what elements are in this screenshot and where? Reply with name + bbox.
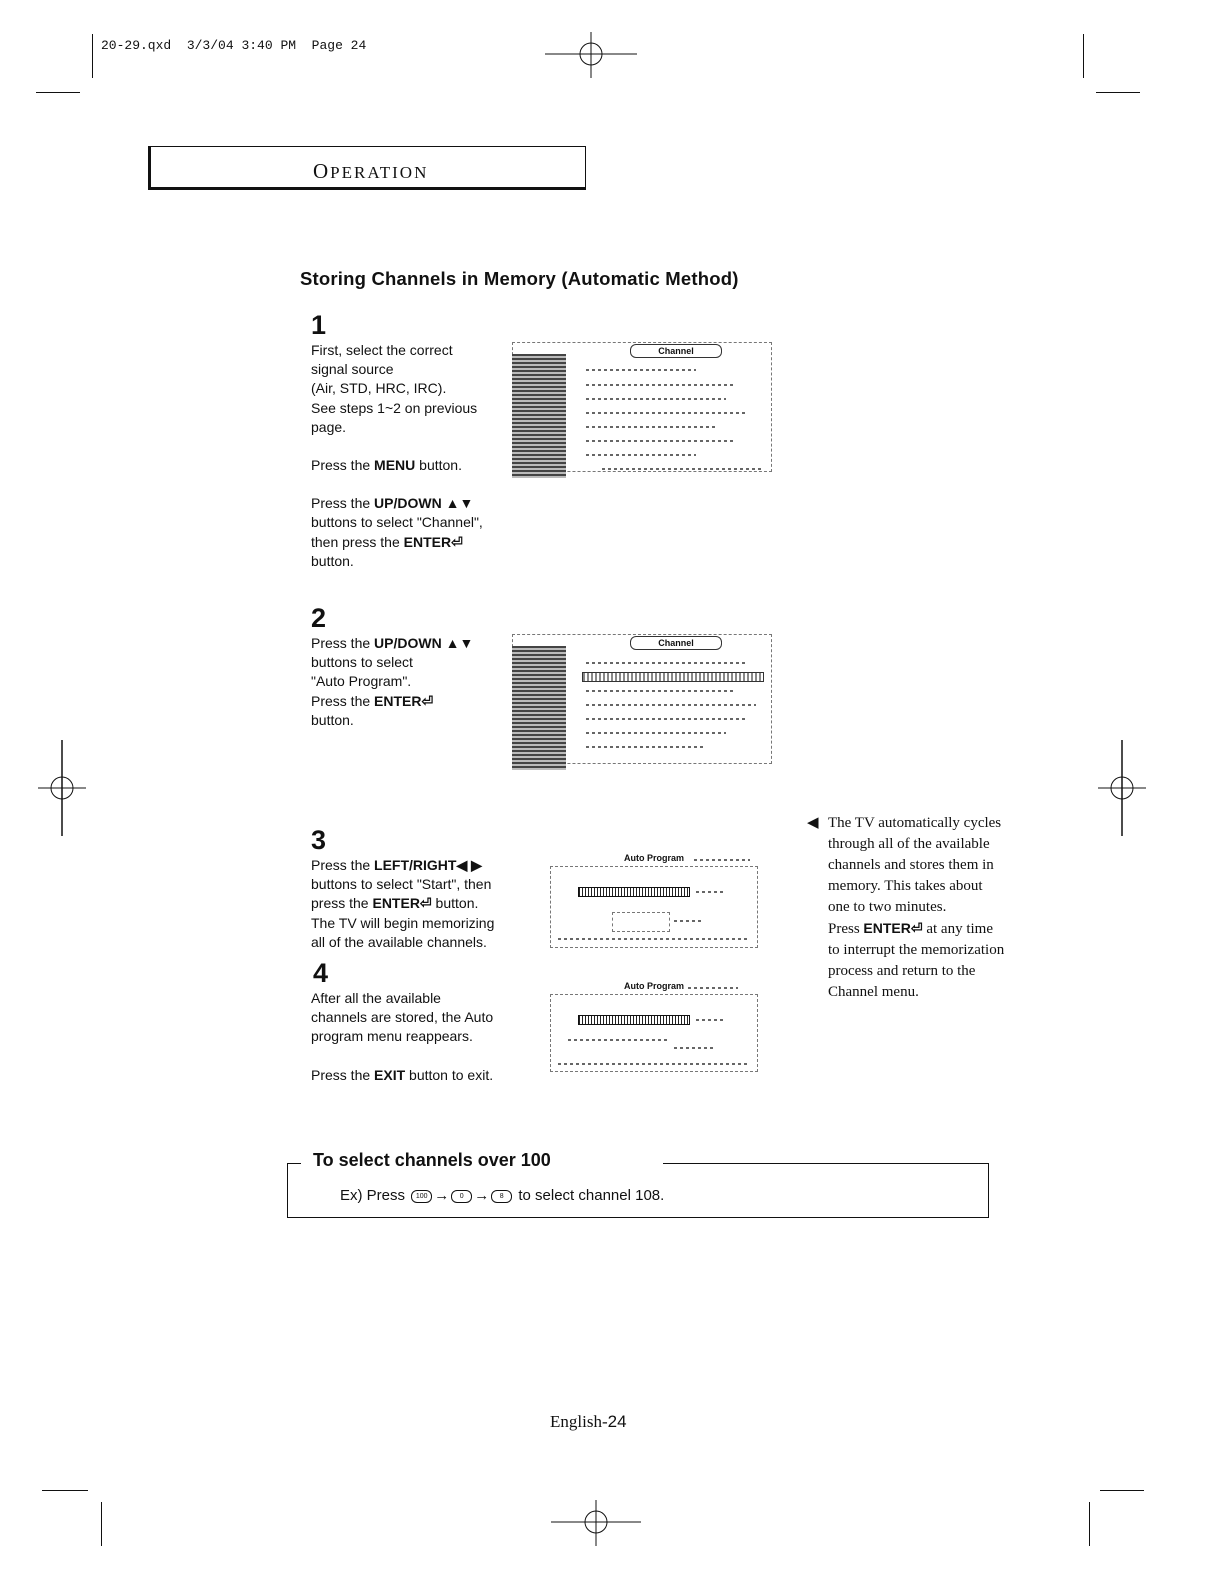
auto-program-complete-screenshot bbox=[548, 975, 760, 1075]
step-number: 2 bbox=[311, 603, 327, 633]
step-number: 3 bbox=[311, 825, 327, 855]
step-2-text: Press the UP/DOWN ▲▼ buttons to select "Auto Program". Press the ENTER⏎ button. bbox=[311, 635, 474, 728]
crop-mark bbox=[1100, 1490, 1144, 1491]
step-3-text: Press the LEFT/RIGHT◀ ▶ buttons to select "Start", then press the ENTER⏎ button. The TV will begin memorizing all of the available channels. bbox=[311, 857, 495, 950]
registration-mark-top bbox=[545, 30, 637, 80]
crop-mark bbox=[42, 1490, 88, 1491]
page-title: Storing Channels in Memory (Automatic Method) bbox=[300, 268, 739, 289]
screen-menu-title: Auto Program bbox=[624, 981, 685, 991]
note-arrow-icon: ◀ bbox=[807, 815, 819, 831]
crop-mark bbox=[92, 34, 93, 78]
screen-menu-title: Auto Program bbox=[624, 853, 685, 863]
step-1-text: First, select the correct signal source (Air, STD, HRC, IRC). See steps 1~2 on previous page. Press the MENU button. Press the UP/DOWN ▲▼ buttons to select "Channel", then press the ENTER⏎ button. bbox=[311, 342, 483, 569]
remote-8-button-icon: 8 bbox=[491, 1190, 512, 1203]
remote-0-button-icon: 0 bbox=[451, 1190, 472, 1203]
screen-menu-title: Channel bbox=[630, 636, 722, 650]
slug-file: 20-29.qxd bbox=[101, 38, 172, 53]
crop-mark bbox=[1089, 1502, 1090, 1546]
print-slug bbox=[101, 38, 366, 53]
registration-mark-left bbox=[38, 740, 86, 836]
crop-mark bbox=[101, 1502, 102, 1546]
slug-date: 3/3/04 bbox=[186, 38, 234, 53]
slug-time: 3:40 PM bbox=[241, 38, 297, 53]
crop-mark bbox=[1096, 92, 1140, 93]
auto-program-start-screenshot bbox=[548, 850, 760, 956]
step-number: 1 bbox=[311, 310, 327, 340]
crop-mark bbox=[1083, 34, 1084, 78]
crop-mark bbox=[36, 92, 80, 93]
section-header-title: OPERATION bbox=[313, 159, 429, 183]
auto-program-select-screenshot bbox=[512, 632, 774, 774]
channel-menu-screenshot bbox=[512, 340, 774, 482]
tip-text: Ex) Press 100 → 0 → 8 to select channel 108. bbox=[340, 1187, 665, 1204]
step-4-text: After all the available channels are stored, the Auto program menu reappears. Press the EXIT button to exit. bbox=[311, 990, 494, 1083]
slug-page: Page 24 bbox=[311, 38, 367, 53]
section-header-box bbox=[148, 146, 586, 190]
screen-menu-title: Channel bbox=[630, 344, 722, 358]
registration-mark-right bbox=[1098, 740, 1146, 836]
page-number: English-24 bbox=[550, 1412, 627, 1431]
tip-title: To select channels over 100 bbox=[313, 1150, 557, 1171]
side-note: ◀ The TV automatically cycles through all of the available channels and stores them in memory. This takes about one to two minutes. Press ENTER⏎ at any time to interrupt the memorization process and return to the Channel menu. bbox=[807, 815, 1005, 1000]
step-number: 4 bbox=[313, 958, 329, 988]
registration-mark-bottom bbox=[551, 1498, 641, 1548]
remote-100-button-icon: 100 bbox=[411, 1190, 432, 1203]
